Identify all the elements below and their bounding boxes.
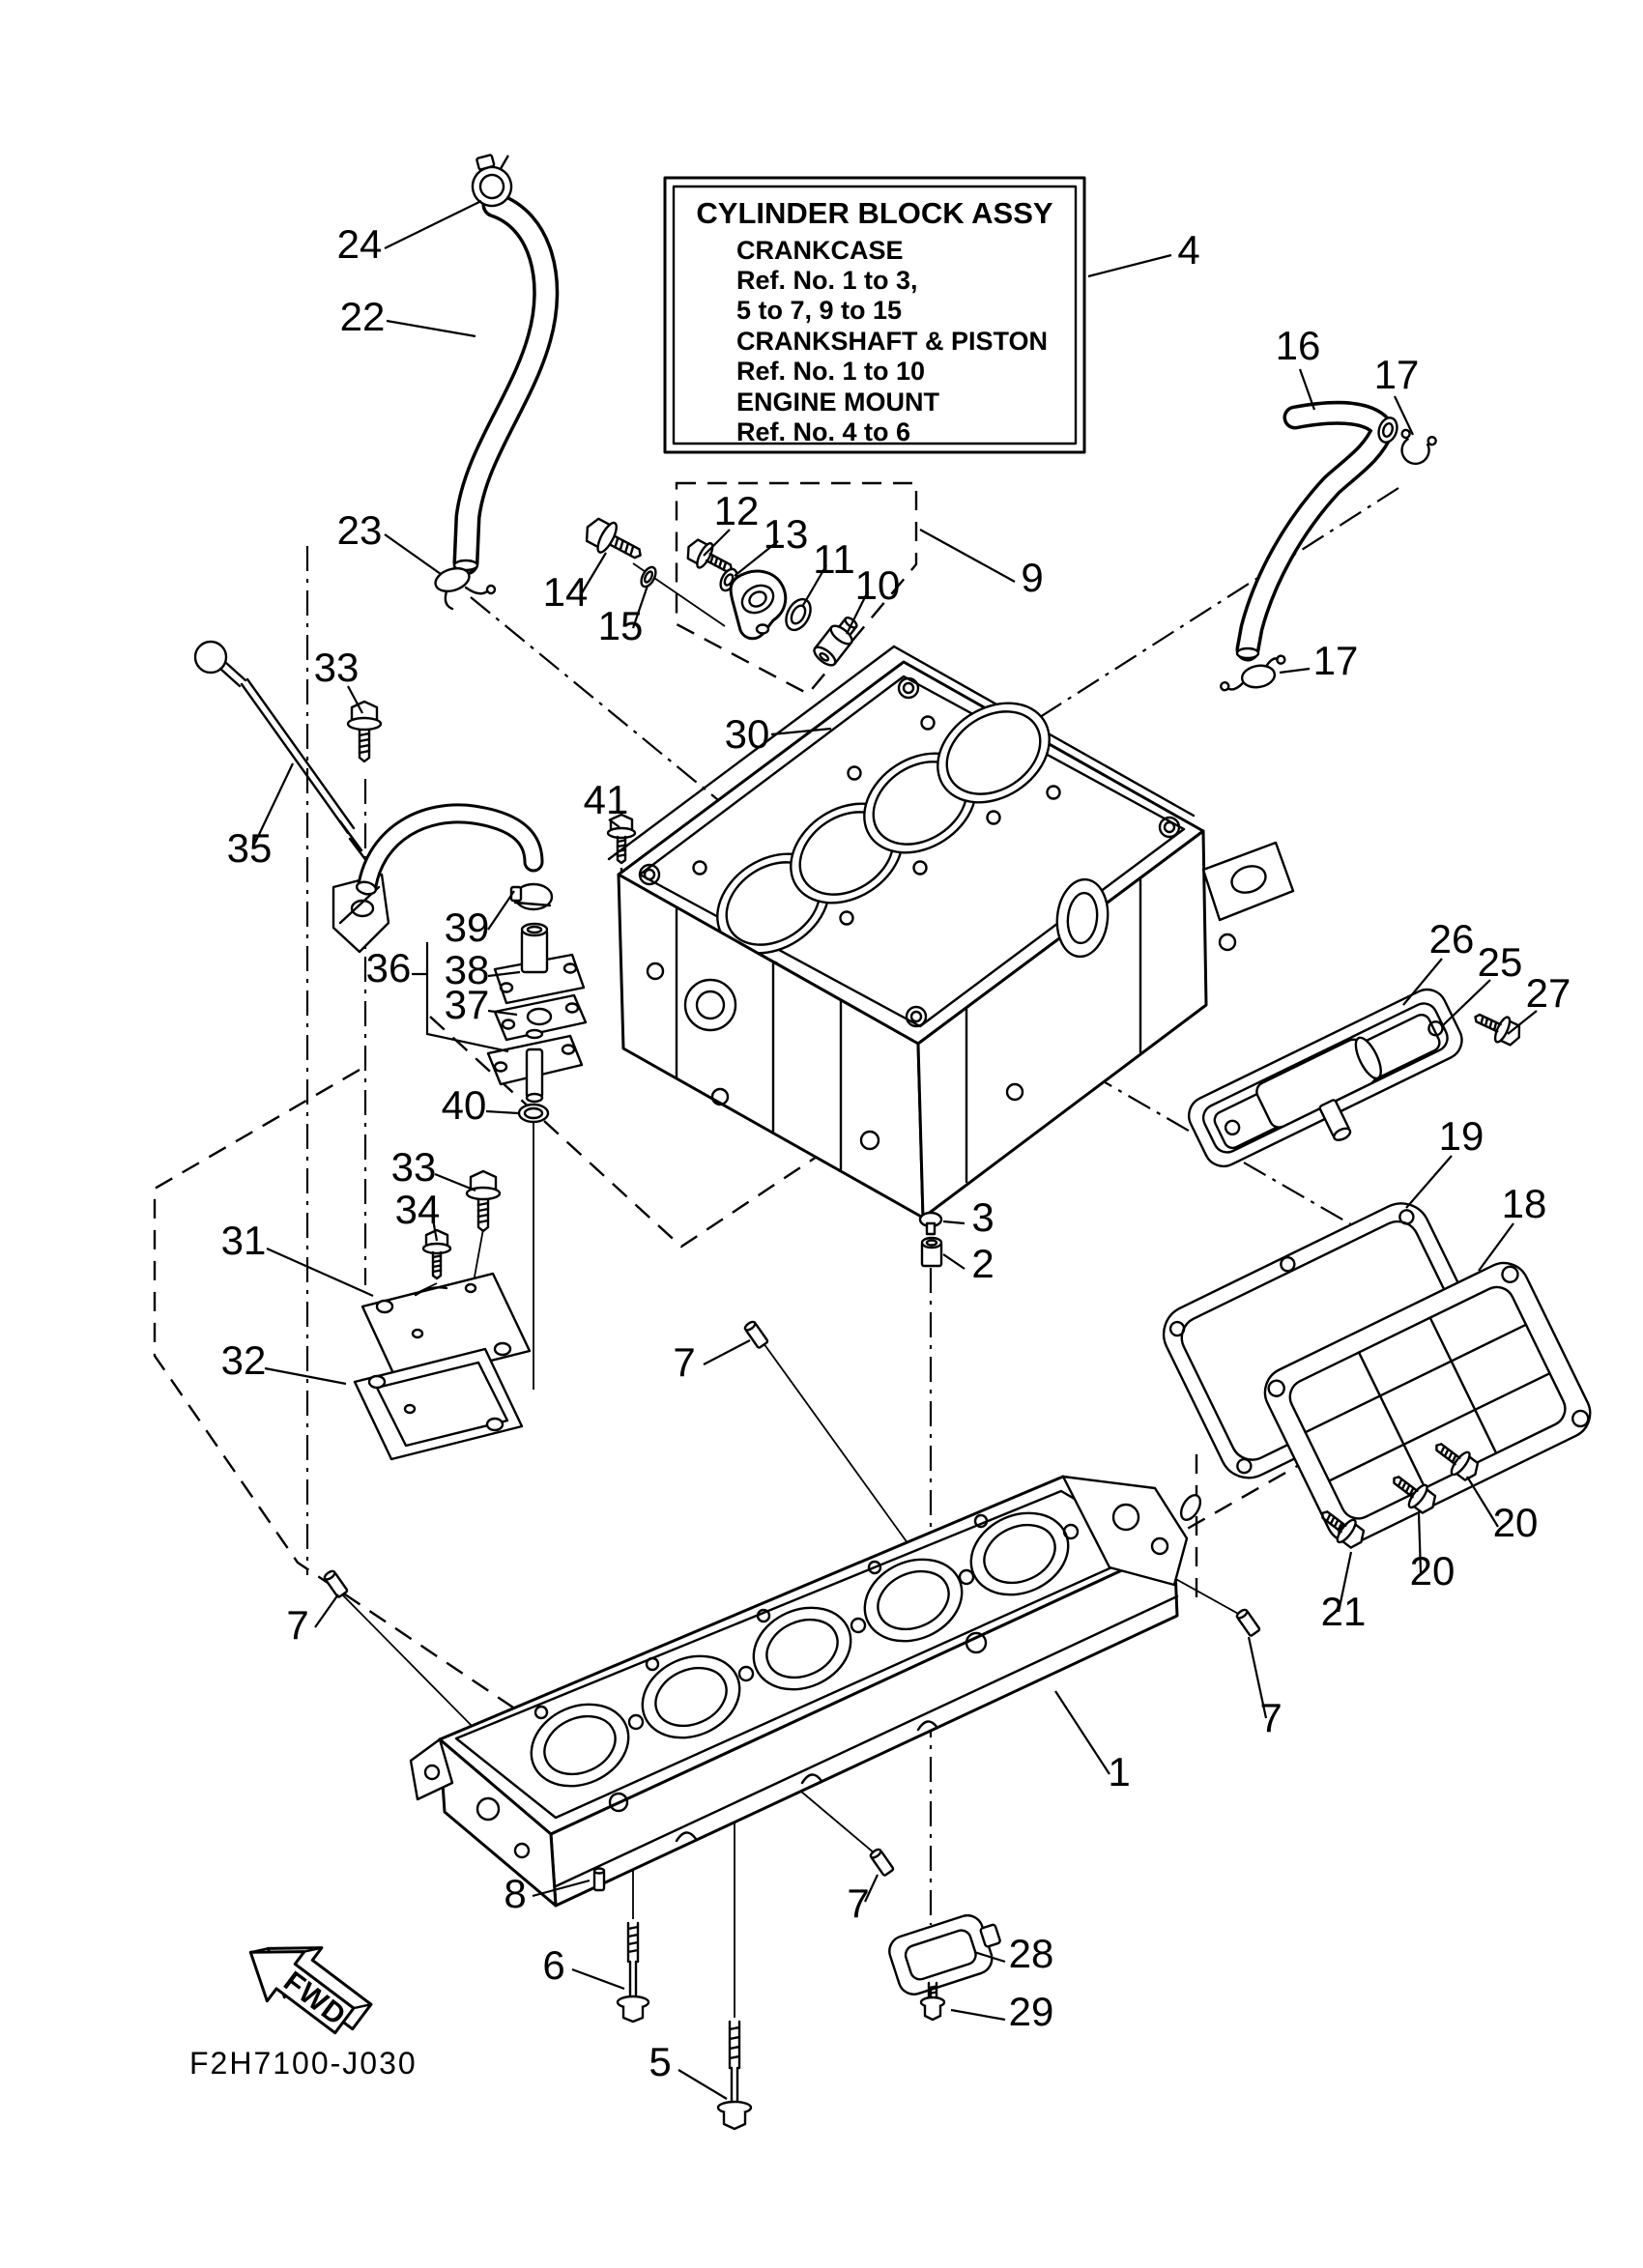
callout-16: 16 <box>1275 323 1321 368</box>
bolt-33-top <box>348 702 381 761</box>
pin-7-center <box>743 1320 767 1348</box>
callout-37: 37 <box>444 982 490 1027</box>
info-box-line-3: 5 to 7, 9 to 15 <box>736 296 903 325</box>
info-box-line-5: Ref. No. 1 to 10 <box>736 357 926 386</box>
fwd-arrow <box>233 1915 380 2053</box>
hose-clamp-17-lower <box>1218 655 1289 694</box>
callout-14: 14 <box>542 569 589 615</box>
callout-33-top: 33 <box>313 645 360 690</box>
callout-39: 39 <box>444 904 490 950</box>
callout-17-lower: 17 <box>1312 638 1359 683</box>
callout-17-upper: 17 <box>1373 352 1420 397</box>
callout-20-left: 20 <box>1409 1548 1456 1593</box>
info-box-line-4: CRANKSHAFT & PISTON <box>736 327 1049 356</box>
callout-6: 6 <box>542 1942 565 1988</box>
callout-33-lower: 33 <box>390 1144 437 1190</box>
info-box-line-7: Ref. No. 4 to 6 <box>736 417 911 446</box>
callout-40: 40 <box>441 1082 487 1128</box>
filler-bush-38 <box>495 924 584 1003</box>
bolt-5 <box>718 2022 751 2129</box>
pipe-clamp-39 <box>511 884 552 909</box>
callout-24: 24 <box>336 221 383 267</box>
pin-8 <box>594 1869 604 1891</box>
callout-35: 35 <box>226 825 273 871</box>
bolt-3 <box>920 1213 941 1234</box>
block-mount-lug <box>1203 843 1293 950</box>
callout-22: 22 <box>339 294 386 339</box>
callout-7-left: 7 <box>286 1602 309 1648</box>
callout-7-bottom: 7 <box>847 1880 870 1926</box>
callout-10: 10 <box>854 562 901 608</box>
pipe-clip-23 <box>432 564 495 609</box>
info-box-line-2: Ref. No. 1 to 3, <box>736 266 918 295</box>
callout-25: 25 <box>1477 939 1523 985</box>
pin-7-bottom <box>869 1848 893 1876</box>
info-box-title: CYLINDER BLOCK ASSY <box>696 196 1053 230</box>
callout-7-right: 7 <box>1259 1695 1283 1740</box>
gasket-28 <box>885 1908 1008 1998</box>
bolt-33-lower <box>467 1171 500 1231</box>
callout-41: 41 <box>583 777 629 822</box>
callout-38: 38 <box>444 947 490 992</box>
callout-9: 9 <box>1021 555 1044 600</box>
callout-3: 3 <box>971 1194 994 1240</box>
callout-36: 36 <box>365 945 412 990</box>
diagram-code: F2H7100-J030 <box>189 2046 418 2081</box>
info-box-line-1: CRANKCASE <box>736 236 904 265</box>
callout-26: 26 <box>1428 916 1475 962</box>
callout-2: 2 <box>971 1241 994 1286</box>
callout-27: 27 <box>1525 970 1571 1016</box>
damper-10 <box>811 613 862 669</box>
callout-12: 12 <box>713 488 760 533</box>
callout-8: 8 <box>504 1871 527 1916</box>
oring-40 <box>519 1105 548 1122</box>
callout-29: 29 <box>1008 1989 1054 2034</box>
callout-19: 19 <box>1438 1113 1484 1159</box>
cylinder-block-upper <box>609 646 1293 1218</box>
callout-34: 34 <box>394 1187 441 1232</box>
callout-32: 32 <box>220 1337 267 1383</box>
callout-23: 23 <box>336 507 383 553</box>
hose-clamp-17-upper <box>1396 429 1437 468</box>
callout-4: 4 <box>1177 227 1200 273</box>
anchor-36-lower <box>488 1030 582 1102</box>
pin-7-right <box>1235 1608 1259 1636</box>
info-box <box>665 178 1084 452</box>
callout-13: 13 <box>763 511 809 557</box>
bolt-14 <box>580 512 649 569</box>
callout-21: 21 <box>1320 1589 1367 1634</box>
gasket-32 <box>355 1349 522 1459</box>
callout-30: 30 <box>724 711 770 757</box>
callout-28: 28 <box>1008 1931 1054 1976</box>
callout-1: 1 <box>1108 1749 1131 1794</box>
fwd-arrow-label: FWD <box>277 1965 353 2033</box>
water-hose-16 <box>1237 413 1400 658</box>
callout-7-center: 7 <box>673 1339 696 1385</box>
dowel-2 <box>922 1238 941 1266</box>
callout-5: 5 <box>649 2039 672 2084</box>
callout-15: 15 <box>597 603 644 648</box>
callout-11: 11 <box>813 536 855 582</box>
info-box-line-6: ENGINE MOUNT <box>736 388 940 416</box>
callout-31: 31 <box>220 1218 267 1263</box>
callout-18: 18 <box>1501 1181 1547 1226</box>
callout-20-right: 20 <box>1492 1500 1539 1545</box>
breather-hose-22 <box>454 205 546 570</box>
bolt-6 <box>618 1923 649 2022</box>
crankcase-lower <box>411 1477 1204 1906</box>
